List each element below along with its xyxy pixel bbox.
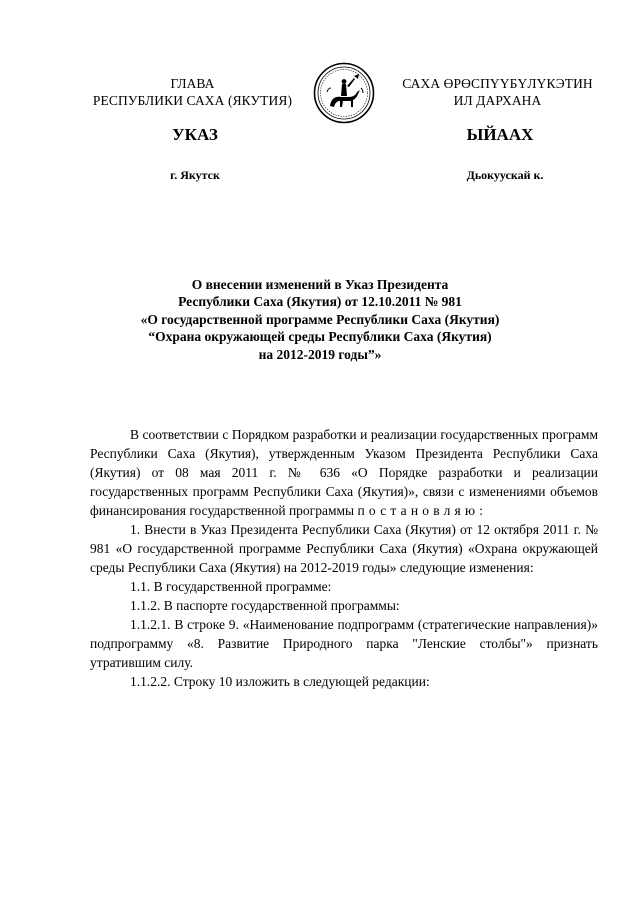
issuer-left-block: [80, 75, 305, 109]
document-body: [90, 425, 598, 691]
issuer-right-block: [390, 75, 605, 109]
heading-line: на 2012-2019 годы”»: [258, 346, 382, 362]
document-heading: [110, 276, 530, 363]
heading-line: “Охрана окружающей среды Республики Саха (Якутия): [148, 329, 492, 345]
republic-emblem-icon: [313, 62, 375, 124]
issuer-right-line2: ИЛ ДАРХАНА: [453, 93, 542, 108]
decree-word: постановляю:: [357, 503, 488, 518]
paragraph-item-1-1-2: 1.1.2. В паспорте государственной программы:: [130, 598, 400, 613]
paragraph-item-1: 1. Внести в Указ Президента Республики Саха (Якутия) от 12 октября 2011 г. № 981 «О государственной программе Республики Саха (Якутия) «Охрана окружающей среды Республики Саха (Якутия) на 2012-2019 годы» следующие изменения:: [90, 522, 598, 575]
preamble-text: В соответствии с Порядком разработки и реализации государственных программ Республики Саха (Якутия), утвержденным Указом Президента Республики Саха (Якутия) от 08 мая 2011 г. № 636 «О Порядке разработки и реализации государственных программ Республики Саха (Якутия)», связи с изменениями объемов финансирования государственной программы: [90, 427, 598, 518]
city-right: Дьокуускай к.: [466, 168, 544, 182]
heading-line: О внесении изменений в Указ Президента: [191, 277, 449, 292]
issuer-right-line1: САХА ӨРӨСПҮҮБҮЛҮКЭТИН: [402, 76, 593, 91]
paragraph-item-1-1-2-2: 1.1.2.2. Строку 10 изложить в следующей редакции:: [130, 674, 430, 689]
paragraph-item-1-1-2-1: 1.1.2.1. В строке 9. «Наименование подпрограмм (стратегические направления)» подпрограмму «8. Развитие Природного парка "Ленские столбы"» признать утратившим силу.: [90, 617, 598, 670]
doc-type-right: ЫЙААХ: [466, 125, 534, 144]
issuer-left-line2: РЕСПУБЛИКИ САХА (ЯКУТИЯ): [92, 93, 293, 108]
heading-line: «О государственной программе Республики Саха (Якутия): [140, 311, 500, 327]
paragraph-preamble: [90, 425, 598, 520]
city-left: г. Якутск: [170, 168, 220, 182]
heading-line: Республики Саха (Якутия) от 12.10.2011 № 981: [178, 294, 462, 310]
issuer-left-line1: ГЛАВА: [170, 76, 215, 91]
doc-type-left: УКАЗ: [172, 125, 218, 144]
paragraph-item-1-1: 1.1. В государственной программе:: [130, 579, 332, 594]
